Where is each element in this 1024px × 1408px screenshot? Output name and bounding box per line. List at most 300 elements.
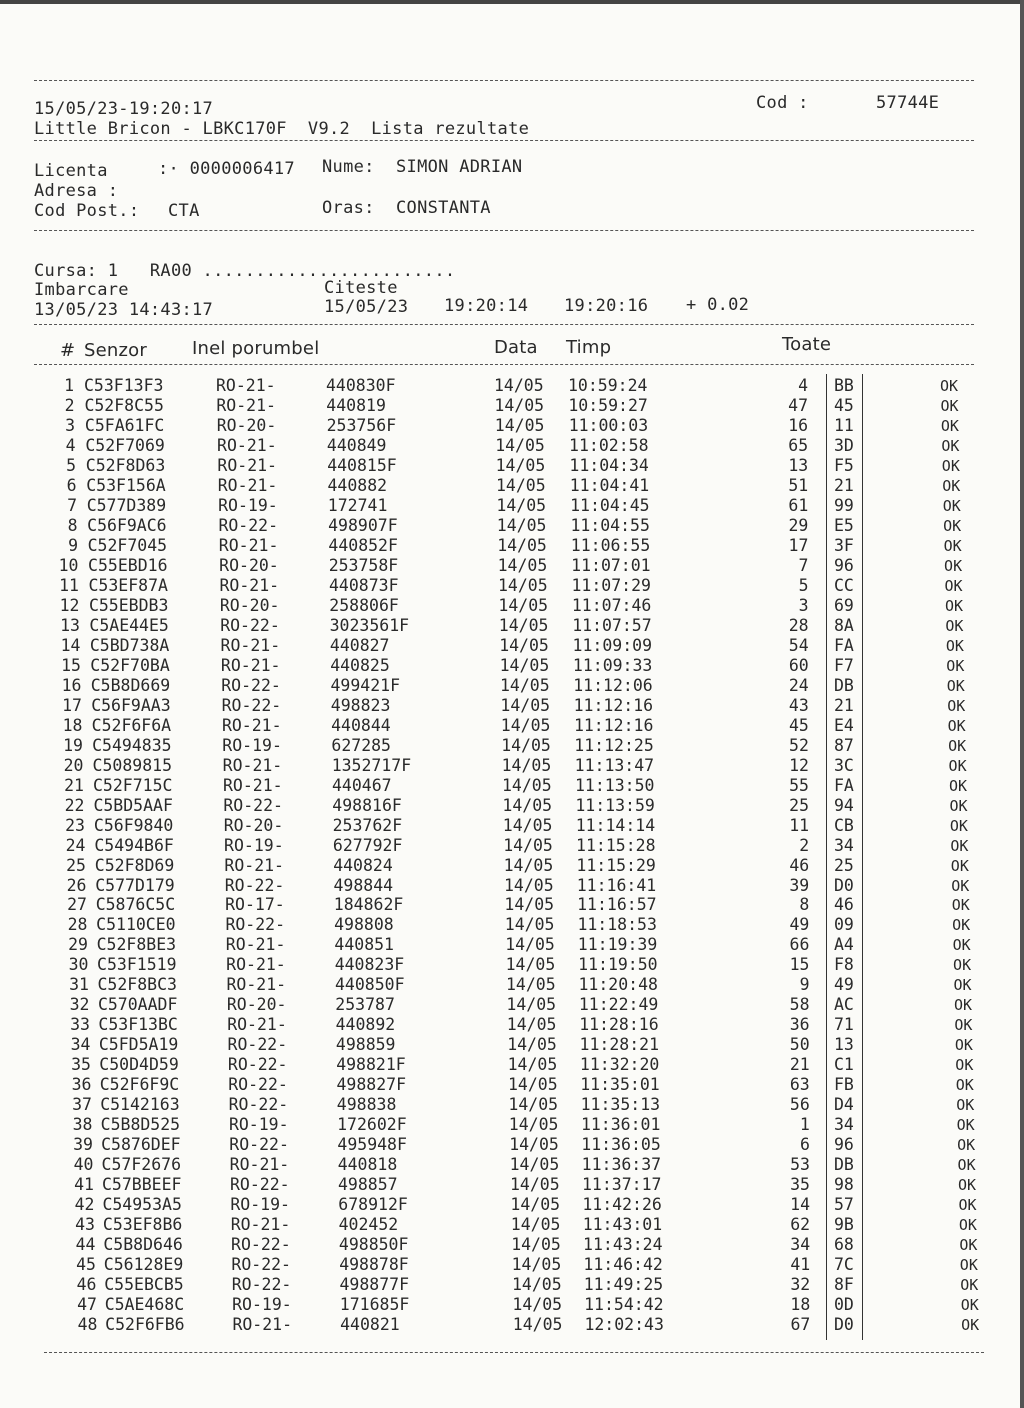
row-ring-number: 402452 <box>338 1215 399 1235</box>
row-ring-prefix: RO-22- <box>229 1135 289 1155</box>
row-index: 46 <box>76 1275 97 1295</box>
row-time: 11:46:42 <box>583 1255 663 1275</box>
row-time: 11:42:26 <box>582 1195 662 1215</box>
row-rank: 35 <box>790 1175 810 1195</box>
row-date: 14/05 <box>494 395 545 415</box>
row-index: 45 <box>76 1255 96 1275</box>
table-row <box>0 1095 1024 1115</box>
row-rank: 65 <box>788 435 809 455</box>
row-rank: 36 <box>789 1015 810 1035</box>
row-senzor: C52F715C <box>93 775 173 795</box>
row-date: 14/05 <box>504 915 555 935</box>
row-senzor: C5BD738A <box>89 635 170 655</box>
row-code: BB <box>834 376 854 395</box>
row-ring-number: 498821F <box>336 1055 406 1075</box>
table-row <box>0 676 1024 696</box>
row-status: OK <box>951 876 970 895</box>
row-status: OK <box>953 956 972 975</box>
row-ring-prefix: RO-20- <box>226 995 287 1015</box>
row-rank: 13 <box>788 455 809 475</box>
divider <box>34 324 974 325</box>
row-date: 14/05 <box>512 1295 563 1315</box>
row-status: OK <box>957 1136 976 1155</box>
row-status: OK <box>954 1016 973 1035</box>
row-time: 11:04:55 <box>570 515 650 535</box>
row-ring-prefix: RO-20- <box>219 595 280 615</box>
row-status: OK <box>944 596 963 615</box>
row-ring-number: 258806F <box>329 595 399 615</box>
row-time: 11:15:29 <box>576 855 656 875</box>
table-row <box>0 536 1024 556</box>
row-status: OK <box>960 1276 979 1295</box>
row-date: 14/05 <box>495 435 545 455</box>
row-ring-prefix: RO-21- <box>226 955 286 975</box>
row-date: 14/05 <box>506 995 557 1015</box>
row-index: 19 <box>63 735 83 755</box>
row-rank: 25 <box>789 795 810 815</box>
row-ring-prefix: RO-21- <box>221 715 282 735</box>
row-senzor: C5110CE0 <box>96 915 176 935</box>
row-time: 11:16:57 <box>577 895 657 915</box>
row-rank: 49 <box>789 915 810 935</box>
table-row <box>0 596 1024 616</box>
row-index: 20 <box>63 755 84 775</box>
row-senzor: C52F70BA <box>90 655 170 675</box>
row-rank: 63 <box>789 1075 810 1095</box>
row-date: 14/05 <box>505 955 556 975</box>
row-status: OK <box>944 576 963 595</box>
row-code: 96 <box>834 555 854 575</box>
row-rank: 46 <box>789 855 810 875</box>
row-status: OK <box>948 756 967 775</box>
row-ring-number: 440844 <box>331 715 391 735</box>
row-senzor: C55EBCB5 <box>104 1275 184 1295</box>
cod-label: Cod : <box>756 93 809 113</box>
row-code: 71 <box>834 1015 854 1035</box>
row-time: 11:19:50 <box>578 955 658 975</box>
row-senzor: C52F6FB6 <box>105 1315 185 1335</box>
row-code: 21 <box>834 475 854 495</box>
row-time: 11:00:03 <box>568 415 649 435</box>
row-time: 11:28:21 <box>579 1035 660 1055</box>
row-date: 14/05 <box>499 655 550 675</box>
row-rank: 1 <box>799 1115 810 1135</box>
row-ring-prefix: RO-22- <box>225 915 286 935</box>
row-ring-number: 440467 <box>332 775 392 795</box>
row-index: 23 <box>65 815 85 835</box>
row-date: 14/05 <box>502 815 553 835</box>
table-row <box>0 476 1024 496</box>
table-row <box>0 496 1024 516</box>
row-code: 94 <box>834 795 854 815</box>
col-header-idx: # <box>60 340 76 361</box>
row-index: 5 <box>66 455 76 475</box>
row-ring-prefix: RO-22- <box>221 695 282 715</box>
row-code: 87 <box>834 735 854 755</box>
row-code: CC <box>834 575 854 595</box>
row-code: 7C <box>834 1255 854 1275</box>
table-row <box>0 1135 1024 1155</box>
row-senzor: C52F6F6A <box>91 715 172 735</box>
row-code: E4 <box>834 715 854 735</box>
row-ring-number: 627792F <box>332 835 403 855</box>
row-senzor: C55EBD16 <box>88 555 168 575</box>
row-rank: 7 <box>798 555 809 575</box>
row-code: 21 <box>834 695 854 715</box>
row-time: 11:07:29 <box>571 575 651 595</box>
row-rank: 16 <box>788 415 809 435</box>
row-rank: 45 <box>788 715 809 735</box>
row-ring-prefix: RO-21- <box>224 855 284 875</box>
row-rank: 41 <box>790 1255 811 1275</box>
row-index: 13 <box>60 615 80 635</box>
citeste-time-2: 19:20:16 <box>564 296 649 316</box>
row-senzor: C5AE468C <box>104 1295 185 1315</box>
row-ring-prefix: RO-22- <box>218 515 279 535</box>
row-time: 11:04:41 <box>569 475 650 495</box>
row-date: 14/05 <box>505 935 555 955</box>
table-row <box>0 516 1024 536</box>
row-time: 11:13:47 <box>574 755 655 775</box>
row-index: 18 <box>62 715 83 735</box>
row-index: 39 <box>73 1135 93 1155</box>
row-ring-prefix: RO-22- <box>220 615 280 635</box>
row-ring-number: 253762F <box>332 815 403 835</box>
row-ring-prefix: RO-21- <box>230 1215 291 1235</box>
row-date: 14/05 <box>500 675 550 695</box>
row-index: 31 <box>69 975 89 995</box>
row-rank: 67 <box>790 1315 811 1335</box>
row-date: 14/05 <box>504 875 554 895</box>
row-date: 14/05 <box>509 1135 559 1155</box>
table-row <box>0 935 1024 955</box>
row-code: 09 <box>834 915 854 935</box>
table-row <box>0 796 1024 816</box>
row-time: 11:36:37 <box>581 1155 662 1175</box>
table-row <box>0 756 1024 776</box>
row-index: 14 <box>60 635 81 655</box>
row-status: OK <box>946 676 965 695</box>
row-ring-number: 498857 <box>338 1175 398 1195</box>
row-rank: 52 <box>789 735 809 755</box>
row-index: 26 <box>66 875 87 895</box>
row-rank: 43 <box>788 695 809 715</box>
row-code: 3D <box>834 435 854 455</box>
row-status: OK <box>940 377 959 395</box>
row-rank: 54 <box>788 635 809 655</box>
row-ring-number: 440827 <box>329 635 390 655</box>
row-code: DB <box>834 675 854 695</box>
row-rank: 53 <box>790 1155 810 1175</box>
row-ring-prefix: RO-21- <box>217 475 278 495</box>
row-code: 98 <box>834 1175 854 1195</box>
row-status: OK <box>945 636 964 655</box>
licenta-value: :· 0000006417 <box>158 159 295 179</box>
citeste-time-1: 19:20:14 <box>444 296 529 316</box>
row-status: OK <box>940 396 959 415</box>
row-senzor: C53EF8B6 <box>102 1215 183 1235</box>
row-date: 14/05 <box>497 535 547 555</box>
table-row <box>0 876 1024 896</box>
row-date: 14/05 <box>498 595 549 615</box>
row-ring-number: 440882 <box>327 475 388 495</box>
row-ring-number: 184862F <box>333 895 404 915</box>
row-ring-prefix: RO-20- <box>223 815 284 835</box>
table-row <box>0 736 1024 756</box>
row-time: 11:02:58 <box>569 435 649 455</box>
row-date: 14/05 <box>501 755 552 775</box>
row-index: 3 <box>65 415 75 435</box>
row-time: 11:13:59 <box>575 795 655 815</box>
row-index: 21 <box>64 775 84 795</box>
row-ring-prefix: RO-19- <box>218 495 278 515</box>
row-ring-number: 440818 <box>337 1155 398 1175</box>
col-header-timp: Timp <box>566 337 612 358</box>
row-date: 14/05 <box>495 455 546 475</box>
row-date: 14/05 <box>496 475 546 495</box>
row-index: 8 <box>67 515 78 535</box>
row-senzor: C52F8D69 <box>94 855 175 875</box>
row-ring-number: 440815F <box>327 455 397 475</box>
row-date: 14/05 <box>503 835 553 855</box>
row-code: 96 <box>834 1135 854 1155</box>
row-time: 11:49:25 <box>583 1275 664 1295</box>
row-rank: 61 <box>788 495 809 515</box>
row-senzor: C52F8BC3 <box>97 975 177 995</box>
row-status: OK <box>952 936 971 955</box>
row-ring-prefix: RO-22- <box>231 1275 292 1295</box>
row-status: OK <box>947 716 966 735</box>
row-ring-prefix: RO-21- <box>223 775 283 795</box>
row-time: 11:43:01 <box>582 1215 663 1235</box>
row-index: 10 <box>58 555 79 575</box>
row-code: CB <box>834 815 854 835</box>
row-status: OK <box>947 696 966 715</box>
row-index: 40 <box>73 1155 94 1175</box>
cursa-line: Cursa: 1 RA00 ........................ <box>34 261 456 281</box>
row-time: 11:06:55 <box>570 535 651 555</box>
row-date: 14/05 <box>510 1195 561 1215</box>
row-senzor: C5FD5A19 <box>98 1035 179 1055</box>
row-senzor: C5142163 <box>100 1095 180 1115</box>
codpost-value: CTA <box>168 201 200 221</box>
row-code: 57 <box>834 1195 854 1215</box>
row-ring-number: 440823F <box>334 955 405 975</box>
row-ring-number: 171685F <box>339 1295 410 1315</box>
row-time: 11:18:53 <box>577 915 657 935</box>
row-status: OK <box>951 896 970 915</box>
row-senzor: C56F9840 <box>93 815 174 835</box>
row-date: 14/05 <box>507 1055 558 1075</box>
row-index: 37 <box>72 1095 92 1115</box>
row-code: 3F <box>834 535 854 555</box>
oras-value: CONSTANTA <box>396 198 491 218</box>
row-ring-number: 499421F <box>330 675 401 695</box>
row-index: 28 <box>67 915 88 935</box>
row-rank: 58 <box>789 995 810 1015</box>
row-ring-number: 440825 <box>330 655 390 675</box>
row-ring-number: 440873F <box>329 575 399 595</box>
table-row <box>0 716 1024 736</box>
row-date: 14/05 <box>500 715 551 735</box>
row-code: 9B <box>834 1215 854 1235</box>
row-senzor: C5494B6F <box>94 835 174 855</box>
row-index: 48 <box>77 1315 98 1335</box>
table-row <box>0 816 1024 836</box>
row-senzor: C5B8D525 <box>100 1115 181 1135</box>
row-time: 11:32:20 <box>579 1055 660 1075</box>
row-senzor: C57BBEEF <box>102 1175 182 1195</box>
row-index: 29 <box>68 935 88 955</box>
row-code: 34 <box>834 1115 854 1135</box>
table-row <box>0 396 1024 416</box>
row-senzor: C53F13BC <box>98 1015 178 1035</box>
table-row <box>0 1155 1024 1175</box>
row-status: OK <box>959 1236 978 1255</box>
row-ring-number: 498859 <box>335 1035 396 1055</box>
row-status: OK <box>945 616 964 635</box>
row-ring-prefix: RO-21- <box>220 655 281 675</box>
row-status: OK <box>950 856 969 875</box>
row-status: OK <box>958 1216 977 1235</box>
row-ring-number: 440851 <box>334 935 394 955</box>
row-time: 11:07:57 <box>572 615 652 635</box>
row-time: 11:09:09 <box>572 635 653 655</box>
row-time: 11:04:34 <box>569 455 649 475</box>
row-date: 14/05 <box>512 1275 562 1295</box>
row-date: 14/05 <box>502 775 552 795</box>
row-ring-number: 440821 <box>340 1315 400 1335</box>
row-ring-number: 495948F <box>337 1135 407 1155</box>
row-time: 11:22:49 <box>578 995 659 1015</box>
row-rank: 12 <box>789 755 809 775</box>
row-senzor: C52F7045 <box>87 535 168 555</box>
divider <box>44 1352 984 1353</box>
table-row <box>0 616 1024 636</box>
divider <box>34 140 974 141</box>
row-rank: 3 <box>798 595 809 615</box>
row-ring-number: 172602F <box>337 1115 407 1135</box>
col-header-data: Data <box>494 337 538 358</box>
row-rank: 29 <box>788 515 809 535</box>
row-rank: 14 <box>790 1195 811 1215</box>
row-code: 46 <box>834 895 854 915</box>
row-status: OK <box>954 1036 973 1055</box>
row-date: 14/05 <box>501 735 551 755</box>
row-time: 11:36:01 <box>580 1115 661 1135</box>
table-row <box>0 776 1024 796</box>
adresa-label: Adresa : <box>34 181 119 201</box>
row-status: OK <box>956 1096 975 1115</box>
row-status: OK <box>956 1116 975 1135</box>
table-row <box>0 975 1024 995</box>
row-code: 8A <box>834 615 854 635</box>
row-date: 14/05 <box>508 1095 559 1115</box>
row-code: 69 <box>834 595 854 615</box>
row-index: 38 <box>72 1115 93 1135</box>
row-index: 42 <box>74 1195 95 1215</box>
row-time: 11:28:16 <box>579 1015 659 1035</box>
row-ring-prefix: RO-21- <box>232 1315 293 1335</box>
row-date: 14/05 <box>512 1315 563 1335</box>
row-ring-number: 498827F <box>336 1075 407 1095</box>
row-time: 10:59:24 <box>568 376 648 395</box>
row-rank: 21 <box>789 1055 810 1075</box>
row-index: 1 <box>64 376 74 395</box>
row-ring-prefix: RO-21- <box>216 376 276 395</box>
row-time: 11:36:05 <box>581 1135 661 1155</box>
row-ring-prefix: RO-21- <box>226 975 287 995</box>
table-row <box>0 556 1024 576</box>
row-status: OK <box>946 656 965 675</box>
row-senzor: C5876C5C <box>95 895 176 915</box>
row-status: OK <box>942 476 961 495</box>
table-row <box>0 955 1024 975</box>
row-status: OK <box>958 1176 977 1195</box>
row-date: 14/05 <box>506 975 556 995</box>
row-date: 14/05 <box>503 855 554 875</box>
table-row <box>0 1035 1024 1055</box>
row-ring-number: 498816F <box>332 795 402 815</box>
row-index: 15 <box>61 655 81 675</box>
row-ring-number: 678912F <box>338 1195 408 1215</box>
row-time: 12:02:43 <box>584 1315 664 1335</box>
row-rank: 60 <box>788 655 809 675</box>
col-header-toate: Toate <box>782 334 832 355</box>
row-rank: 18 <box>790 1295 811 1315</box>
row-senzor: C5FA61FC <box>84 415 165 435</box>
row-time: 11:35:13 <box>580 1095 661 1115</box>
table-row <box>0 1195 1024 1215</box>
row-time: 11:43:24 <box>583 1235 663 1255</box>
row-code: FB <box>834 1075 854 1095</box>
row-senzor: C5089815 <box>92 755 173 775</box>
row-rank: 5 <box>798 575 809 595</box>
row-index: 24 <box>65 835 86 855</box>
divider <box>34 364 974 365</box>
row-date: 14/05 <box>504 895 555 915</box>
row-status: OK <box>960 1296 979 1315</box>
row-senzor: C577D179 <box>95 875 175 895</box>
row-ring-prefix: RO-21- <box>229 1155 290 1175</box>
row-code: 49 <box>834 975 854 995</box>
row-date: 14/05 <box>496 495 547 515</box>
row-code: E5 <box>834 515 854 535</box>
divider <box>34 230 974 231</box>
row-status: OK <box>949 776 968 795</box>
row-rank: 2 <box>799 835 810 855</box>
document-title: Little Bricon - LBKC170F V9.2 Lista rezultate <box>34 119 530 139</box>
licenta-label: Licenta <box>34 161 108 181</box>
cod-value: 57744E <box>876 93 940 113</box>
row-index: 6 <box>66 475 77 495</box>
row-senzor: C52F8BE3 <box>96 935 177 955</box>
row-senzor: C5876DEF <box>101 1135 181 1155</box>
row-date: 14/05 <box>500 695 551 715</box>
row-date: 14/05 <box>497 555 548 575</box>
row-ring-number: 498850F <box>338 1235 409 1255</box>
row-date: 14/05 <box>511 1235 561 1255</box>
row-senzor: C56F9AA3 <box>91 695 171 715</box>
row-code: 8F <box>834 1275 854 1295</box>
table-row <box>0 1215 1024 1235</box>
row-senzor: C5494835 <box>92 735 172 755</box>
row-rank: 8 <box>799 895 810 915</box>
table-row <box>0 1075 1024 1095</box>
row-index: 41 <box>74 1175 94 1195</box>
row-index: 47 <box>77 1295 97 1315</box>
row-code: 68 <box>834 1235 854 1255</box>
